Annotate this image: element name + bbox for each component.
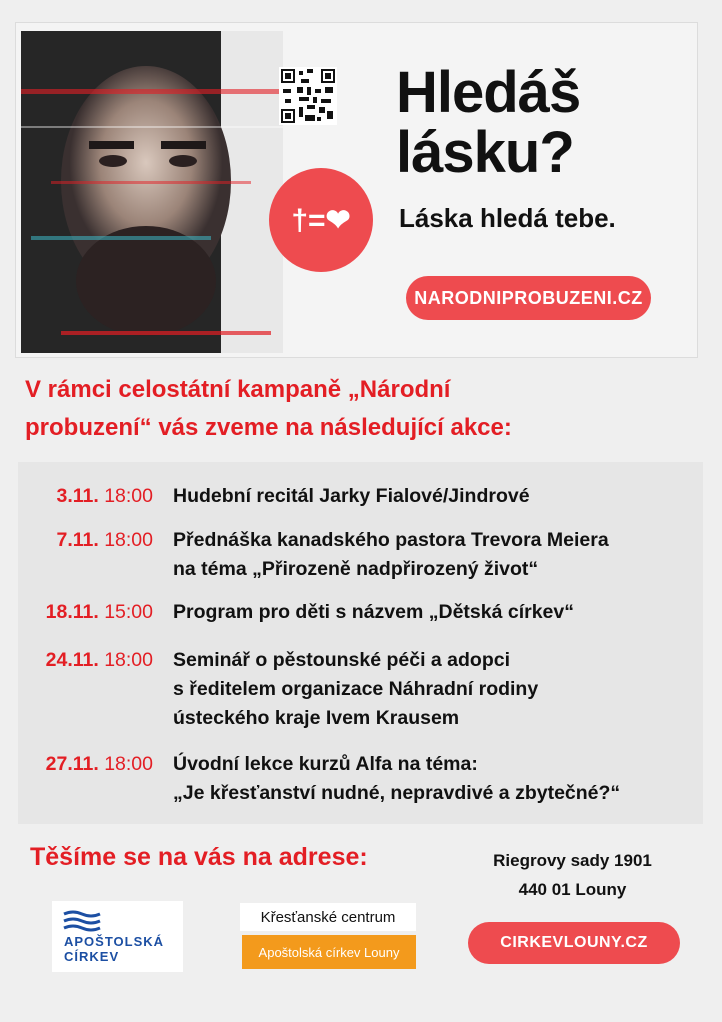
event-date: 7.11. 18:00	[56, 529, 153, 551]
campaign-banner	[15, 22, 698, 358]
event-date: 3.11. 18:00	[56, 485, 153, 507]
address-line-1: Riegrovy sady 1901	[493, 851, 652, 870]
waves-icon	[62, 910, 102, 932]
krestanske-centrum-logo	[240, 903, 418, 969]
event-description: Hudební recitál Jarky Fialové/Jindrové	[173, 485, 530, 507]
events-list	[18, 462, 703, 824]
logo2-top-text: Křesťanské centrum	[240, 903, 416, 931]
qr-code-icon[interactable]	[279, 67, 337, 125]
logo1-line-2: CÍRKEV	[64, 949, 120, 964]
logo1-line-1: APOŠTOLSKÁ	[64, 934, 165, 949]
event-description: Seminář o pěstounské péči a adopci s ředitelem organizace Náhradní rodiny ústeckého kraje Ivem Krausem	[173, 649, 539, 729]
subline: Láska hledá tebe.	[399, 203, 616, 233]
campaign-url-link[interactable]: NARODNIPROBUZENI.CZ	[406, 276, 651, 320]
event-description: Úvodní lekce kurzů Alfa na téma: „Je křesťanství nudné, nepravdivé a zbytečné?“	[173, 753, 621, 804]
logo2-bottom-text: Apoštolská církev Louny	[242, 935, 416, 969]
headline-line-2: lásku?	[396, 120, 574, 185]
intro-line-1: V rámci celostátní kampaně „Národní	[25, 376, 451, 403]
cross-equals-heart-badge: †=❤	[269, 168, 373, 272]
welcome-text: Těšíme se na vás na adrese:	[30, 843, 368, 871]
headline-line-1: Hledáš	[396, 60, 581, 125]
apostolska-cirkev-logo	[52, 901, 183, 972]
event-date: 27.11. 18:00	[45, 753, 153, 775]
intro-line-2: probuzení“ vás zveme na následující akce:	[25, 414, 512, 441]
address-line-2: 440 01 Louny	[518, 880, 627, 899]
church-url-link[interactable]: CIRKEVLOUNY.CZ	[468, 922, 680, 964]
event-description: Přednáška kanadského pastora Trevora Meiera na téma „Přirozeně nadpřirozený život“	[173, 529, 609, 580]
address	[470, 846, 675, 904]
headline	[396, 60, 581, 185]
event-date: 18.11. 15:00	[45, 601, 153, 623]
event-description: Program pro děti s názvem „Dětská církev“	[173, 601, 574, 623]
jesus-portrait-image	[21, 31, 283, 353]
intro-text	[25, 371, 705, 447]
event-date: 24.11. 18:00	[45, 649, 153, 671]
